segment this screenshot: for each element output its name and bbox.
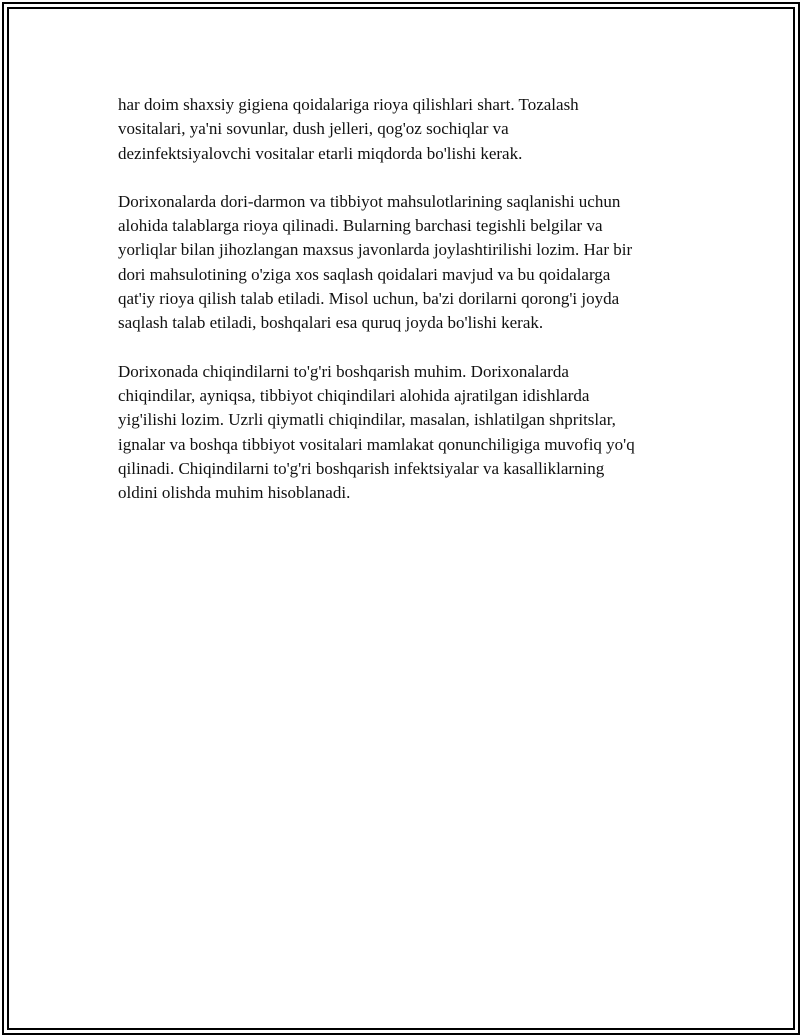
text-line: yig'ilishi lozim. Uzrli qiymatli chiqindilar, masalan, ishlatilgan shpritslar,	[118, 410, 616, 430]
text-line: saqlash talab etiladi, boshqalari esa quruq joyda bo'lishi kerak.	[118, 313, 544, 333]
text-line: oldini olishda muhim hisoblanadi.	[118, 483, 351, 503]
text-line: ignalar va boshqa tibbiyot vositalari mamlakat qonunchiligiga muvofiq yo'q	[118, 434, 635, 454]
text-line: har doim shaxsiy gigiena qoidalariga rioya qilishlari shart. Tozalash	[118, 95, 579, 114]
text-line: qilinadi. Chiqindilarni to'g'ri boshqarish infektsiyalar va kasalliklarning	[118, 458, 605, 478]
paragraph-hygiene	[118, 93, 693, 166]
paragraph-waste	[118, 360, 693, 506]
text-line: dori mahsulotining o'ziga xos saqlash qoidalari mavjud va bu qoidalarga	[118, 264, 611, 284]
text-line: yorliqlar bilan jihozlangan maxsus javonlarda joylashtirilishi lozim. Har bir	[118, 240, 633, 260]
text-line: alohida talablarga rioya qilinadi. Bularning barchasi tegishli belgilar va	[118, 216, 603, 236]
paragraph-storage	[118, 190, 693, 336]
text-line: dezinfektsiyalovchi vositalar etarli miqdorda bo'lishi kerak.	[118, 143, 523, 163]
text-line: chiqindilar, ayniqsa, tibbiyot chiqindilari alohida ajratilgan idishlarda	[118, 385, 590, 405]
text-line: Dorixonada chiqindilarni to'g'ri boshqarish muhim. Dorixonalarda	[118, 361, 569, 381]
text-line: vositalari, ya'ni sovunlar, dush jelleri, qog'oz sochiqlar va	[118, 119, 509, 139]
text-line: Dorixonalarda dori-darmon va tibbiyot mahsulotlarining saqlanishi uchun	[118, 191, 621, 211]
text-line: qat'iy rioya qilish talab etiladi. Misol uchun, ba'zi dorilarni qorong'i joyda	[118, 289, 620, 309]
document-body	[118, 93, 693, 529]
